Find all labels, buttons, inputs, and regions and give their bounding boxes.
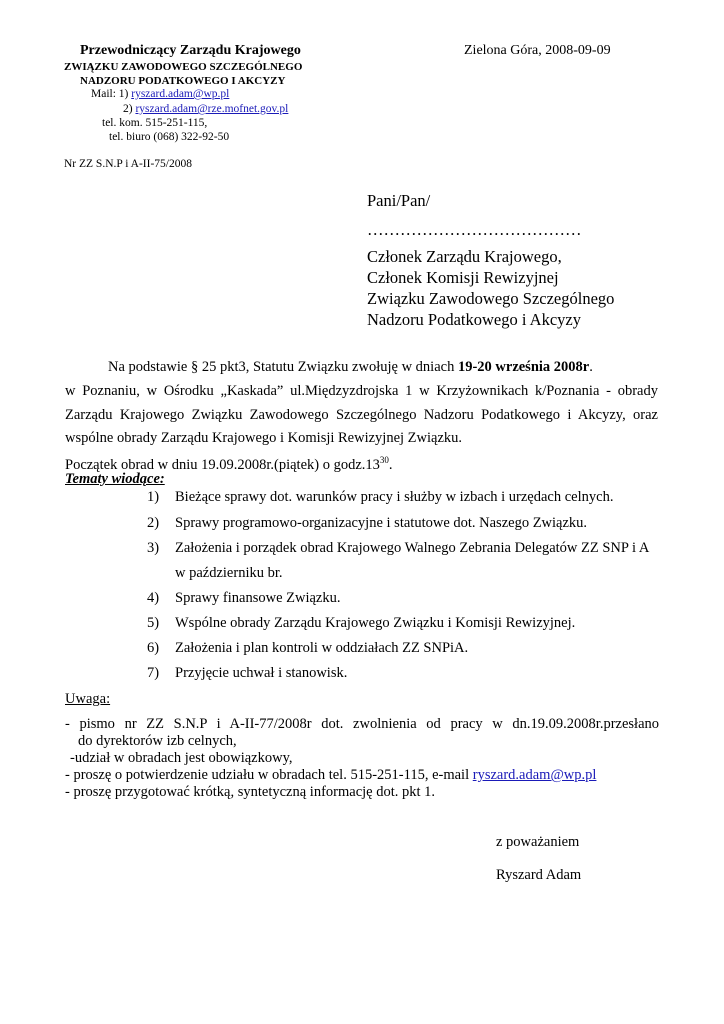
topic-text: Wspólne obrady Zarządu Krajowego Związku i Komisji Rewizyjnej. [175, 615, 576, 631]
topic-text: Założenia i plan kontroli w oddziałach ZZ SNPiA. [175, 640, 469, 656]
mail-prefix: Mail: 1) [91, 88, 132, 100]
topic-number: 5) [147, 615, 160, 631]
signature-name: Ryszard Adam [496, 867, 582, 883]
meeting-start-text: Początek obrad w dniu 19.09.2008r.(piątek) o godz.13 [65, 456, 380, 473]
body-p1-start: Na podstawie § 25 pkt3, Statutu Związku zwołuję w dniach [108, 359, 458, 375]
reference-number: Nr ZZ S.N.P i A-II-75/2008 [64, 158, 192, 170]
place-date: Zielona Góra, 2008-09-09 [464, 43, 611, 58]
mail-prefix-2: 2) [123, 103, 136, 115]
note-2: -udział w obradach jest obowiązkowy, [70, 750, 293, 766]
addressee-dots: ………………………………… [367, 220, 582, 239]
topic-number: 3) [147, 540, 160, 556]
sender-phone-mobile: tel. kom. 515-251-115, [102, 117, 208, 129]
note-1-line1: - pismo nr ZZ S.N.P i A-II-77/2008r dot. zwolnienia od pracy w dn.19.09.2008r.przesłano [65, 716, 659, 732]
body-p1-end: . [589, 359, 593, 375]
topic-text: w październiku br. [175, 565, 283, 581]
meeting-start-minutes: 30 [379, 455, 389, 465]
mail-link-2[interactable]: ryszard.adam@rze.mofnet.gov.pl [135, 103, 289, 115]
topic-number: 6) [147, 640, 160, 656]
note-1-line2: do dyrektorów izb celnych, [78, 733, 237, 749]
addressee-line3: Związku Zawodowego Szczególnego [367, 289, 615, 308]
mail-link-1[interactable]: ryszard.adam@wp.pl [131, 88, 230, 100]
addressee-line2: Członek Komisji Rewizyjnej [367, 268, 559, 287]
note-3-mail-link[interactable]: ryszard.adam@wp.pl [472, 767, 597, 783]
topic-text: Sprawy finansowe Związku. [175, 590, 341, 606]
notes-heading: Uwaga: [65, 691, 111, 707]
body-paragraph-1 [65, 356, 658, 380]
topic-text: Bieżące sprawy dot. warunków pracy i służby w izbach i urzędach celnych. [175, 489, 614, 505]
topic-text: Założenia i porządek obrad Krajowego Walnego Zebrania Delegatów ZZ SNP i A [175, 540, 650, 556]
sender-org-line1: ZWIĄZKU ZAWODOWEGO SZCZEGÓLNEGO [64, 61, 303, 73]
sender-mail-2 [123, 103, 288, 115]
topics-heading: Tematy wiodące: [65, 471, 165, 487]
addressee-line1: Członek Zarządu Krajowego, [367, 247, 562, 266]
topic-number: 2) [147, 515, 160, 531]
body-paragraph-2: w Poznaniu, w Ośrodku „Kaskada” ul.Międzyzdrojska 1 w Krzyżownikach k/Poznania - obrady Zarządu Krajowego Związku Zawodowego Szczególnego Nadzoru Podatkowego i Akcyzy, oraz wspólne obrady Zarządu Krajowego i Komisji Rewizyjnej Związku. [65, 383, 658, 446]
topic-text: Przyjęcie uchwał i stanowisk. [175, 665, 348, 681]
sender-mail-1 [91, 88, 229, 100]
sender-title: Przewodniczący Zarządu Krajowego [80, 43, 301, 58]
sender-phone-office: tel. biuro (068) 322-92-50 [109, 131, 230, 143]
note-4: - proszę przygotować krótką, syntetyczną informację dot. pkt 1. [65, 784, 436, 800]
topic-text: Sprawy programowo-organizacyjne i statutowe dot. Naszego Związku. [175, 515, 588, 531]
topic-number: 7) [147, 665, 160, 681]
meeting-start-end: . [388, 456, 393, 473]
closing-regards: z poważaniem [496, 834, 580, 850]
note-3 [65, 767, 596, 784]
addressee-line4: Nadzoru Podatkowego i Akcyzy [367, 310, 581, 329]
topic-number: 1) [147, 489, 160, 505]
sender-org-line2: NADZORU PODATKOWEGO I AKCYZY [80, 75, 286, 87]
topic-number: 4) [147, 590, 160, 606]
body-p1-dates: 19-20 września 2008r [457, 359, 590, 375]
note-3-text: - proszę o potwierdzenie udziału w obradach tel. 515-251-115, e-mail [65, 767, 473, 783]
addressee-salutation: Pani/Pan/ [367, 191, 431, 210]
